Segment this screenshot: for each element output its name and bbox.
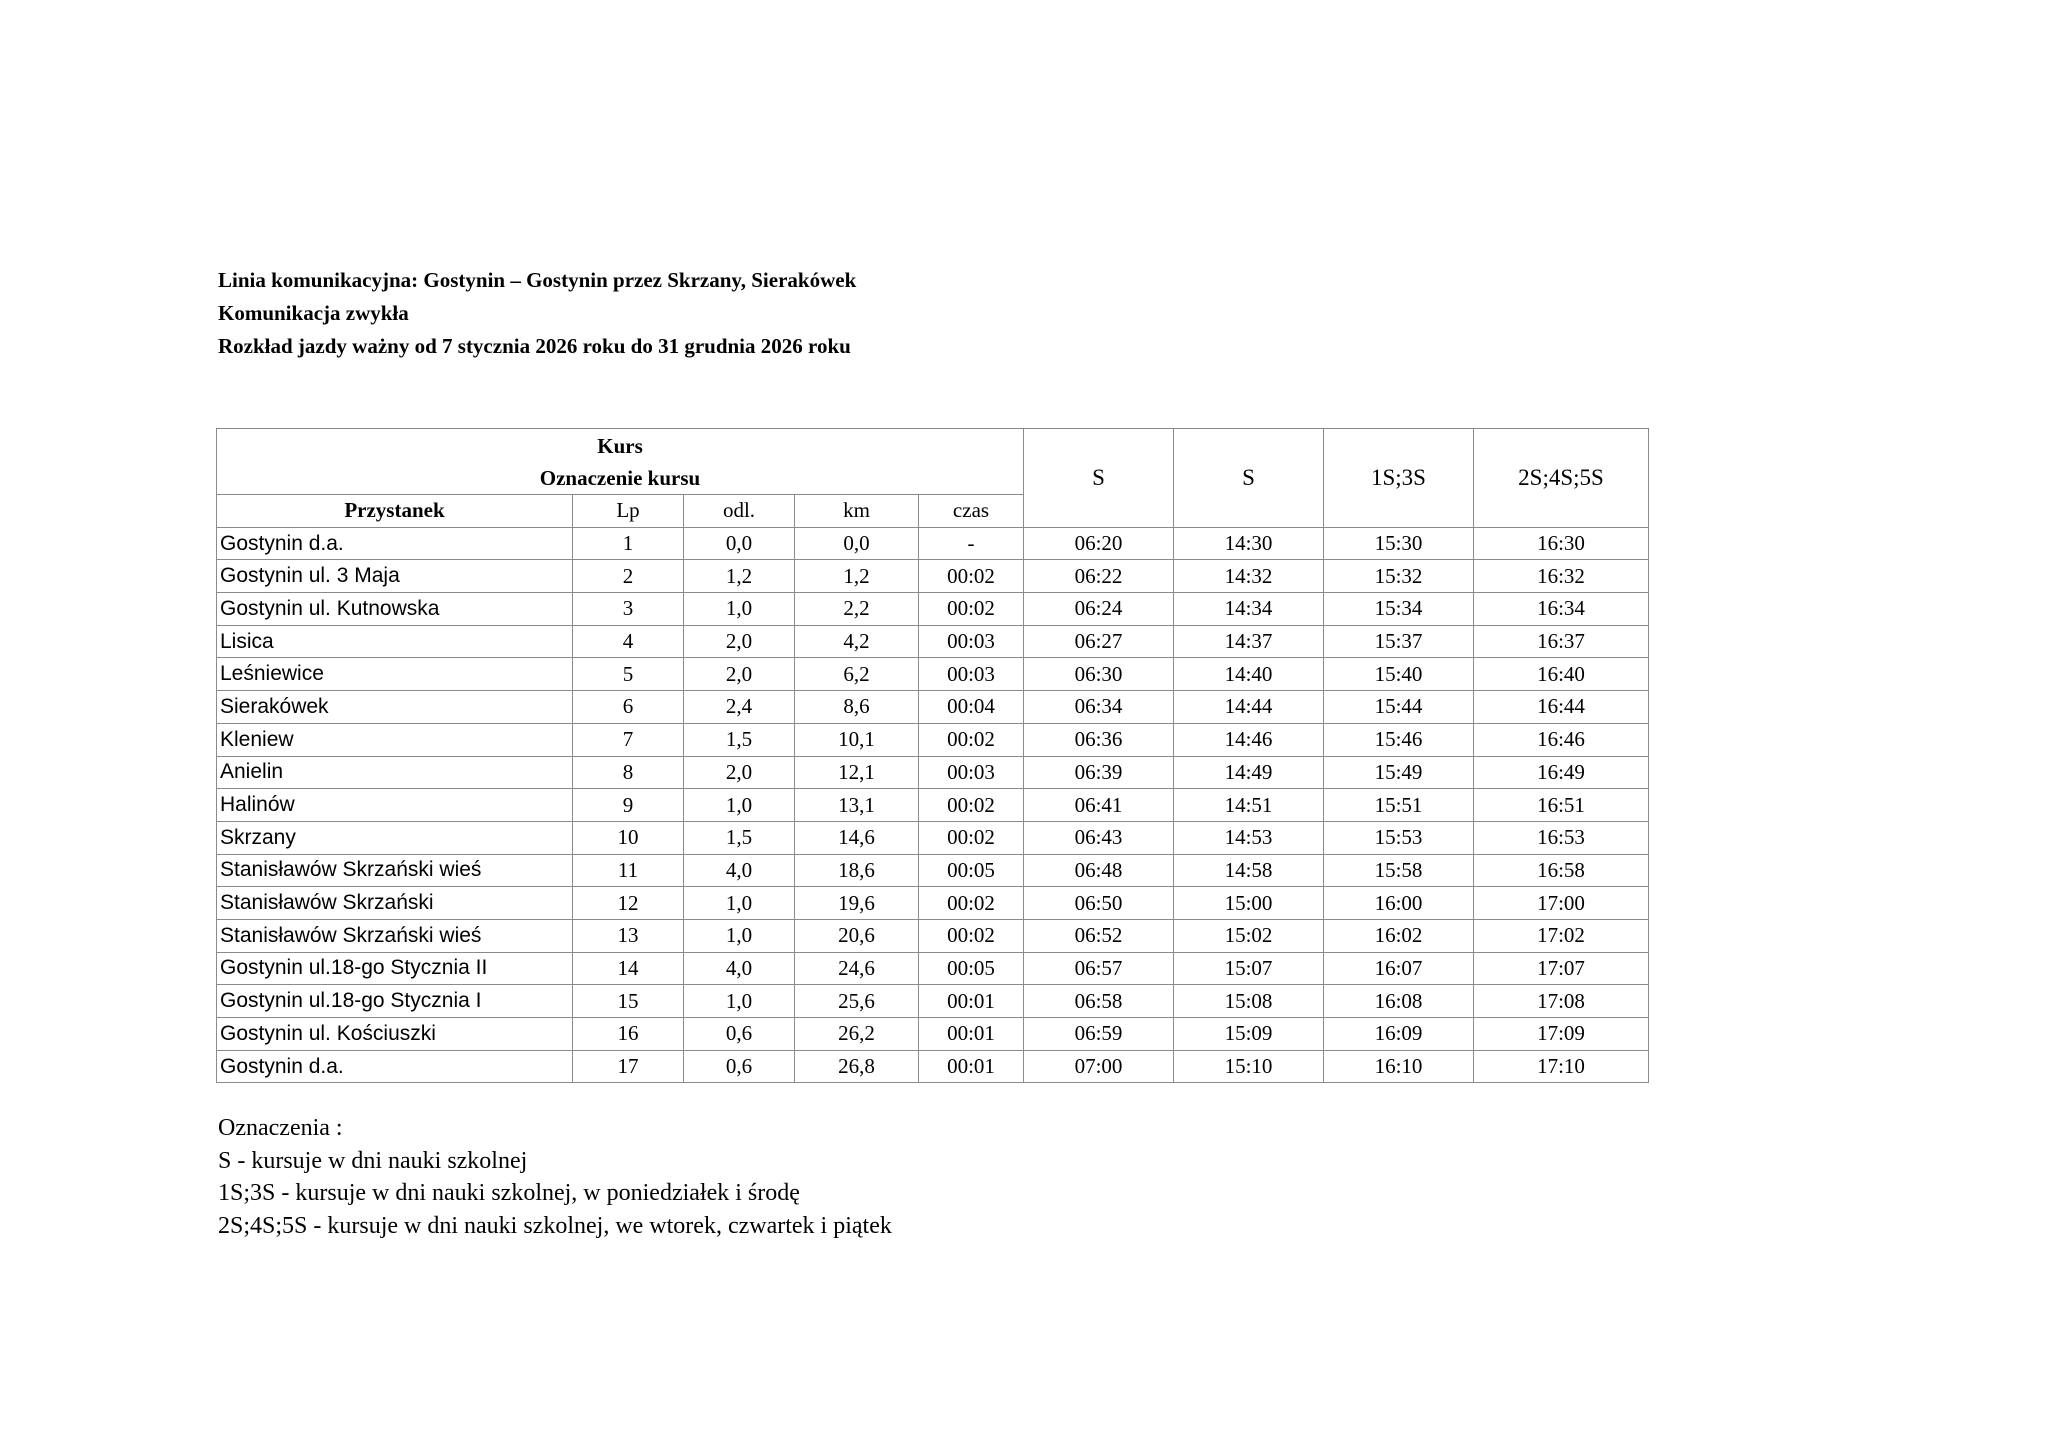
legend-item: 2S;4S;5S - kursuje w dni nauki szkolnej, we wtorek, czwartek i piątek bbox=[218, 1212, 892, 1239]
service-type: Komunikacja zwykła bbox=[218, 301, 409, 325]
departure-time-cell: 17:07 bbox=[1474, 952, 1649, 985]
travel-time-cell: 00:02 bbox=[919, 821, 1024, 854]
departure-time-cell: 15:07 bbox=[1174, 952, 1324, 985]
departure-time-cell: 06:57 bbox=[1024, 952, 1174, 985]
timetable bbox=[216, 428, 1649, 1083]
departure-time-cell: 06:43 bbox=[1024, 821, 1174, 854]
table-row bbox=[217, 723, 1649, 756]
table-row bbox=[217, 1018, 1649, 1051]
table-row bbox=[217, 691, 1649, 724]
departure-time-cell: 17:10 bbox=[1474, 1050, 1649, 1083]
table-row bbox=[217, 887, 1649, 920]
stop-number: 13 bbox=[573, 919, 684, 952]
departure-time-cell: 16:00 bbox=[1324, 887, 1474, 920]
header-kurs bbox=[217, 429, 1024, 495]
departure-time-cell: 16:32 bbox=[1474, 560, 1649, 593]
legend-title: Oznaczenia : bbox=[218, 1115, 343, 1141]
stop-name: Skrzany bbox=[217, 821, 573, 854]
departure-time-cell: 06:39 bbox=[1024, 756, 1174, 789]
distance-cell: 2,0 bbox=[684, 658, 795, 691]
table-row bbox=[217, 789, 1649, 822]
departure-time-cell: 14:51 bbox=[1174, 789, 1324, 822]
departure-time-cell: 16:46 bbox=[1474, 723, 1649, 756]
departure-time-cell: 17:08 bbox=[1474, 985, 1649, 1018]
departure-time-cell: 15:37 bbox=[1324, 625, 1474, 658]
departure-time-cell: 06:24 bbox=[1024, 593, 1174, 626]
departure-time-cell: 15:09 bbox=[1174, 1018, 1324, 1051]
stop-number: 12 bbox=[573, 887, 684, 920]
course-header: S bbox=[1024, 429, 1174, 528]
col-header-odl: odl. bbox=[684, 495, 795, 528]
document-header bbox=[218, 264, 856, 363]
departure-time-cell: 15:40 bbox=[1324, 658, 1474, 691]
departure-time-cell: 15:49 bbox=[1324, 756, 1474, 789]
distance-cell: 1,2 bbox=[684, 560, 795, 593]
legend bbox=[218, 1112, 892, 1242]
departure-time-cell: 06:48 bbox=[1024, 854, 1174, 887]
legend-item: 1S;3S - kursuje w dni nauki szkolnej, w poniedziałek i środę bbox=[218, 1180, 800, 1206]
departure-time-cell: 16:08 bbox=[1324, 985, 1474, 1018]
km-cell: 1,2 bbox=[795, 560, 919, 593]
departure-time-cell: 14:44 bbox=[1174, 691, 1324, 724]
travel-time-cell: 00:01 bbox=[919, 1018, 1024, 1051]
departure-time-cell: 06:27 bbox=[1024, 625, 1174, 658]
departure-time-cell: 16:58 bbox=[1474, 854, 1649, 887]
departure-time-cell: 15:46 bbox=[1324, 723, 1474, 756]
km-cell: 19,6 bbox=[795, 887, 919, 920]
km-cell: 20,6 bbox=[795, 919, 919, 952]
distance-cell: 0,6 bbox=[684, 1050, 795, 1083]
departure-time-cell: 14:46 bbox=[1174, 723, 1324, 756]
oznaczenie-label: Oznaczenie kursu bbox=[539, 466, 701, 490]
stop-number: 16 bbox=[573, 1018, 684, 1051]
travel-time-cell: - bbox=[919, 527, 1024, 560]
stop-name: Gostynin ul.18-go Stycznia II bbox=[217, 952, 573, 985]
departure-time-cell: 06:52 bbox=[1024, 919, 1174, 952]
col-header-czas: czas bbox=[919, 495, 1024, 528]
departure-time-cell: 06:34 bbox=[1024, 691, 1174, 724]
distance-cell: 1,5 bbox=[684, 723, 795, 756]
departure-time-cell: 14:53 bbox=[1174, 821, 1324, 854]
departure-time-cell: 16:53 bbox=[1474, 821, 1649, 854]
departure-time-cell: 16:34 bbox=[1474, 593, 1649, 626]
travel-time-cell: 00:02 bbox=[919, 789, 1024, 822]
departure-time-cell: 16:51 bbox=[1474, 789, 1649, 822]
stop-number: 2 bbox=[573, 560, 684, 593]
km-cell: 25,6 bbox=[795, 985, 919, 1018]
travel-time-cell: 00:03 bbox=[919, 658, 1024, 691]
departure-time-cell: 14:40 bbox=[1174, 658, 1324, 691]
distance-cell: 0,6 bbox=[684, 1018, 795, 1051]
departure-time-cell: 14:34 bbox=[1174, 593, 1324, 626]
departure-time-cell: 14:32 bbox=[1174, 560, 1324, 593]
stop-number: 10 bbox=[573, 821, 684, 854]
table-row bbox=[217, 821, 1649, 854]
col-header-stop: Przystanek bbox=[217, 495, 573, 528]
departure-time-cell: 06:59 bbox=[1024, 1018, 1174, 1051]
distance-cell: 2,0 bbox=[684, 625, 795, 658]
km-cell: 6,2 bbox=[795, 658, 919, 691]
timetable-body bbox=[217, 527, 1649, 1083]
departure-time-cell: 15:02 bbox=[1174, 919, 1324, 952]
validity-period: Rozkład jazdy ważny od 7 stycznia 2026 roku do 31 grudnia 2026 roku bbox=[218, 334, 851, 358]
stop-name: Gostynin d.a. bbox=[217, 527, 573, 560]
departure-time-cell: 06:22 bbox=[1024, 560, 1174, 593]
stop-number: 7 bbox=[573, 723, 684, 756]
travel-time-cell: 00:02 bbox=[919, 919, 1024, 952]
stop-number: 6 bbox=[573, 691, 684, 724]
travel-time-cell: 00:03 bbox=[919, 625, 1024, 658]
departure-time-cell: 06:30 bbox=[1024, 658, 1174, 691]
table-row bbox=[217, 854, 1649, 887]
stop-name: Sierakówek bbox=[217, 691, 573, 724]
table-row bbox=[217, 1050, 1649, 1083]
course-header: 1S;3S bbox=[1324, 429, 1474, 528]
departure-time-cell: 06:20 bbox=[1024, 527, 1174, 560]
departure-time-cell: 17:02 bbox=[1474, 919, 1649, 952]
km-cell: 12,1 bbox=[795, 756, 919, 789]
departure-time-cell: 14:37 bbox=[1174, 625, 1324, 658]
distance-cell: 2,4 bbox=[684, 691, 795, 724]
km-cell: 14,6 bbox=[795, 821, 919, 854]
distance-cell: 1,0 bbox=[684, 789, 795, 822]
stop-name: Kleniew bbox=[217, 723, 573, 756]
table-row bbox=[217, 919, 1649, 952]
km-cell: 13,1 bbox=[795, 789, 919, 822]
km-cell: 2,2 bbox=[795, 593, 919, 626]
km-cell: 8,6 bbox=[795, 691, 919, 724]
travel-time-cell: 00:04 bbox=[919, 691, 1024, 724]
stop-name: Stanisławów Skrzański wieś bbox=[217, 919, 573, 952]
distance-cell: 4,0 bbox=[684, 952, 795, 985]
line-title: Linia komunikacyjna: Gostynin – Gostynin przez Skrzany, Sierakówek bbox=[218, 268, 857, 292]
departure-time-cell: 15:08 bbox=[1174, 985, 1324, 1018]
departure-time-cell: 14:58 bbox=[1174, 854, 1324, 887]
departure-time-cell: 15:58 bbox=[1324, 854, 1474, 887]
departure-time-cell: 15:00 bbox=[1174, 887, 1324, 920]
km-cell: 24,6 bbox=[795, 952, 919, 985]
departure-time-cell: 16:40 bbox=[1474, 658, 1649, 691]
travel-time-cell: 00:02 bbox=[919, 560, 1024, 593]
stop-name: Gostynin d.a. bbox=[217, 1050, 573, 1083]
table-row bbox=[217, 658, 1649, 691]
table-row bbox=[217, 952, 1649, 985]
departure-time-cell: 15:51 bbox=[1324, 789, 1474, 822]
stop-name: Halinów bbox=[217, 789, 573, 822]
departure-time-cell: 15:32 bbox=[1324, 560, 1474, 593]
travel-time-cell: 00:05 bbox=[919, 952, 1024, 985]
col-header-km: km bbox=[795, 495, 919, 528]
stop-name: Gostynin ul. 3 Maja bbox=[217, 560, 573, 593]
distance-cell: 1,0 bbox=[684, 985, 795, 1018]
travel-time-cell: 00:01 bbox=[919, 1050, 1024, 1083]
km-cell: 0,0 bbox=[795, 527, 919, 560]
table-row bbox=[217, 593, 1649, 626]
table-row bbox=[217, 560, 1649, 593]
stop-number: 3 bbox=[573, 593, 684, 626]
stop-name: Gostynin ul.18-go Stycznia I bbox=[217, 985, 573, 1018]
table-row bbox=[217, 527, 1649, 560]
stop-number: 15 bbox=[573, 985, 684, 1018]
stop-number: 4 bbox=[573, 625, 684, 658]
km-cell: 18,6 bbox=[795, 854, 919, 887]
stop-name: Lisica bbox=[217, 625, 573, 658]
departure-time-cell: 16:07 bbox=[1324, 952, 1474, 985]
stop-number: 14 bbox=[573, 952, 684, 985]
km-cell: 26,2 bbox=[795, 1018, 919, 1051]
distance-cell: 0,0 bbox=[684, 527, 795, 560]
travel-time-cell: 00:02 bbox=[919, 723, 1024, 756]
departure-time-cell: 07:00 bbox=[1024, 1050, 1174, 1083]
departure-time-cell: 16:49 bbox=[1474, 756, 1649, 789]
table-row bbox=[217, 756, 1649, 789]
km-cell: 4,2 bbox=[795, 625, 919, 658]
departure-time-cell: 15:30 bbox=[1324, 527, 1474, 560]
table-row bbox=[217, 625, 1649, 658]
km-cell: 10,1 bbox=[795, 723, 919, 756]
stop-number: 17 bbox=[573, 1050, 684, 1083]
departure-time-cell: 17:09 bbox=[1474, 1018, 1649, 1051]
distance-cell: 1,0 bbox=[684, 919, 795, 952]
stop-name: Gostynin ul. Kutnowska bbox=[217, 593, 573, 626]
course-header: S bbox=[1174, 429, 1324, 528]
departure-time-cell: 06:41 bbox=[1024, 789, 1174, 822]
distance-cell: 2,0 bbox=[684, 756, 795, 789]
km-cell: 26,8 bbox=[795, 1050, 919, 1083]
stop-number: 8 bbox=[573, 756, 684, 789]
col-header-lp: Lp bbox=[573, 495, 684, 528]
departure-time-cell: 17:00 bbox=[1474, 887, 1649, 920]
stop-number: 11 bbox=[573, 854, 684, 887]
stop-number: 5 bbox=[573, 658, 684, 691]
stop-name: Stanisławów Skrzański wieś bbox=[217, 854, 573, 887]
stop-name: Gostynin ul. Kościuszki bbox=[217, 1018, 573, 1051]
stop-number: 1 bbox=[573, 527, 684, 560]
departure-time-cell: 16:02 bbox=[1324, 919, 1474, 952]
departure-time-cell: 06:50 bbox=[1024, 887, 1174, 920]
stop-name: Anielin bbox=[217, 756, 573, 789]
kurs-label: Kurs bbox=[597, 434, 643, 458]
distance-cell: 1,0 bbox=[684, 593, 795, 626]
distance-cell: 1,5 bbox=[684, 821, 795, 854]
departure-time-cell: 06:36 bbox=[1024, 723, 1174, 756]
legend-item: S - kursuje w dni nauki szkolnej bbox=[218, 1147, 528, 1174]
stop-number: 9 bbox=[573, 789, 684, 822]
departure-time-cell: 14:30 bbox=[1174, 527, 1324, 560]
departure-time-cell: 16:37 bbox=[1474, 625, 1649, 658]
travel-time-cell: 00:05 bbox=[919, 854, 1024, 887]
distance-cell: 4,0 bbox=[684, 854, 795, 887]
travel-time-cell: 00:02 bbox=[919, 593, 1024, 626]
course-header: 2S;4S;5S bbox=[1474, 429, 1649, 528]
table-row bbox=[217, 985, 1649, 1018]
departure-time-cell: 06:58 bbox=[1024, 985, 1174, 1018]
departure-time-cell: 15:53 bbox=[1324, 821, 1474, 854]
travel-time-cell: 00:02 bbox=[919, 887, 1024, 920]
departure-time-cell: 16:10 bbox=[1324, 1050, 1474, 1083]
departure-time-cell: 16:09 bbox=[1324, 1018, 1474, 1051]
stop-name: Stanisławów Skrzański bbox=[217, 887, 573, 920]
travel-time-cell: 00:01 bbox=[919, 985, 1024, 1018]
distance-cell: 1,0 bbox=[684, 887, 795, 920]
travel-time-cell: 00:03 bbox=[919, 756, 1024, 789]
departure-time-cell: 15:44 bbox=[1324, 691, 1474, 724]
departure-time-cell: 15:34 bbox=[1324, 593, 1474, 626]
departure-time-cell: 16:30 bbox=[1474, 527, 1649, 560]
stop-name: Leśniewice bbox=[217, 658, 573, 691]
departure-time-cell: 16:44 bbox=[1474, 691, 1649, 724]
departure-time-cell: 15:10 bbox=[1174, 1050, 1324, 1083]
departure-time-cell: 14:49 bbox=[1174, 756, 1324, 789]
